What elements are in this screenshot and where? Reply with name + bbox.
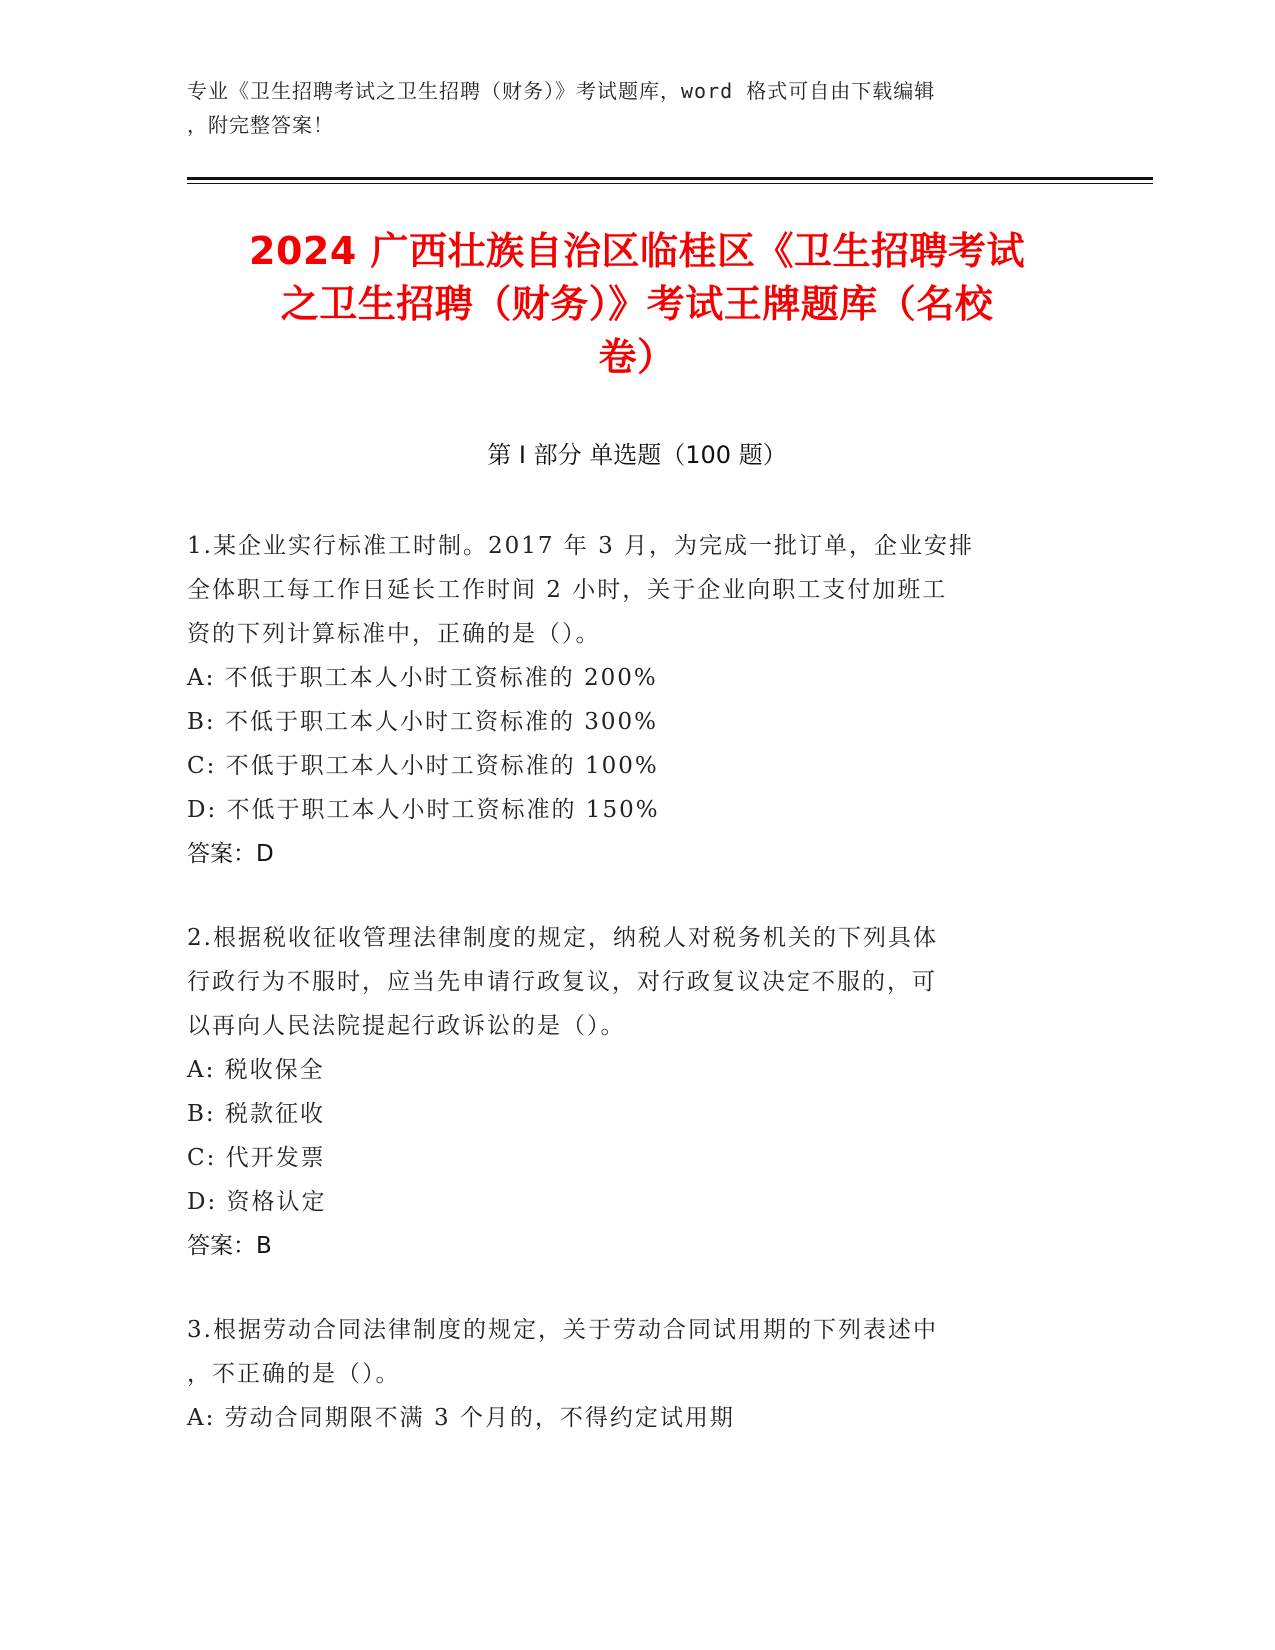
option-b: B: 不低于职工本人小时工资标准的 300% <box>187 709 659 735</box>
question-3 <box>187 1308 1067 1440</box>
header-note-line-2: ，附完整答案！ <box>187 113 334 137</box>
answer-line: 答案：B <box>187 1233 272 1259</box>
question-stem-line: 全体职工每工作日延长工作时间 2 小时，关于企业向职工支付加班工 <box>187 577 948 603</box>
header-rule-thick <box>187 177 1153 180</box>
question-stem-line: 3.根据劳动合同法律制度的规定，关于劳动合同试用期的下列表述中 <box>187 1317 938 1343</box>
option-d: D: 资格认定 <box>187 1189 327 1215</box>
question-stem-line: 行政行为不服时，应当先申请行政复议，对行政复议决定不服的，可 <box>187 969 937 995</box>
option-a: A: 劳动合同期限不满 3 个月的，不得约定试用期 <box>187 1405 735 1431</box>
answer-line: 答案：D <box>187 841 274 867</box>
option-c: C: 不低于职工本人小时工资标准的 100% <box>187 753 659 779</box>
question-stem-line: 以再向人民法院提起行政诉讼的是（）。 <box>187 1013 626 1039</box>
question-1 <box>187 524 1067 876</box>
header-note-line-1: 专业《卫生招聘考试之卫生招聘（财务）》考试题库，word 格式可自由下载编辑 <box>187 79 936 103</box>
title-line-3: 卷） <box>598 335 676 379</box>
header-rule-thin <box>187 183 1153 184</box>
title-line-2: 之卫生招聘（财务）》考试王牌题库（名校 <box>280 282 994 326</box>
question-stem-line: ，不正确的是（）。 <box>187 1361 401 1387</box>
option-b: B: 税款征收 <box>187 1101 325 1127</box>
document-title <box>187 225 1087 384</box>
question-stem-line: 2.根据税收征收管理法律制度的规定，纳税人对税务机关的下列具体 <box>187 925 938 951</box>
option-a: A: 税收保全 <box>187 1057 325 1083</box>
title-line-1: 2024 广西壮族自治区临桂区《卫生招聘考试 <box>249 229 1025 273</box>
question-list <box>187 524 1067 1480</box>
question-2 <box>187 916 1067 1268</box>
question-stem-line: 资的下列计算标准中，正确的是（）。 <box>187 621 601 647</box>
question-stem-line: 1.某企业实行标准工时制。2017 年 3 月，为完成一批订单，企业安排 <box>187 533 975 559</box>
section-heading: 第 I 部分 单选题（100 题） <box>487 441 787 469</box>
header-note <box>187 74 1067 142</box>
option-c: C: 代开发票 <box>187 1145 326 1171</box>
option-a: A: 不低于职工本人小时工资标准的 200% <box>187 665 658 691</box>
option-d: D: 不低于职工本人小时工资标准的 150% <box>187 797 660 823</box>
